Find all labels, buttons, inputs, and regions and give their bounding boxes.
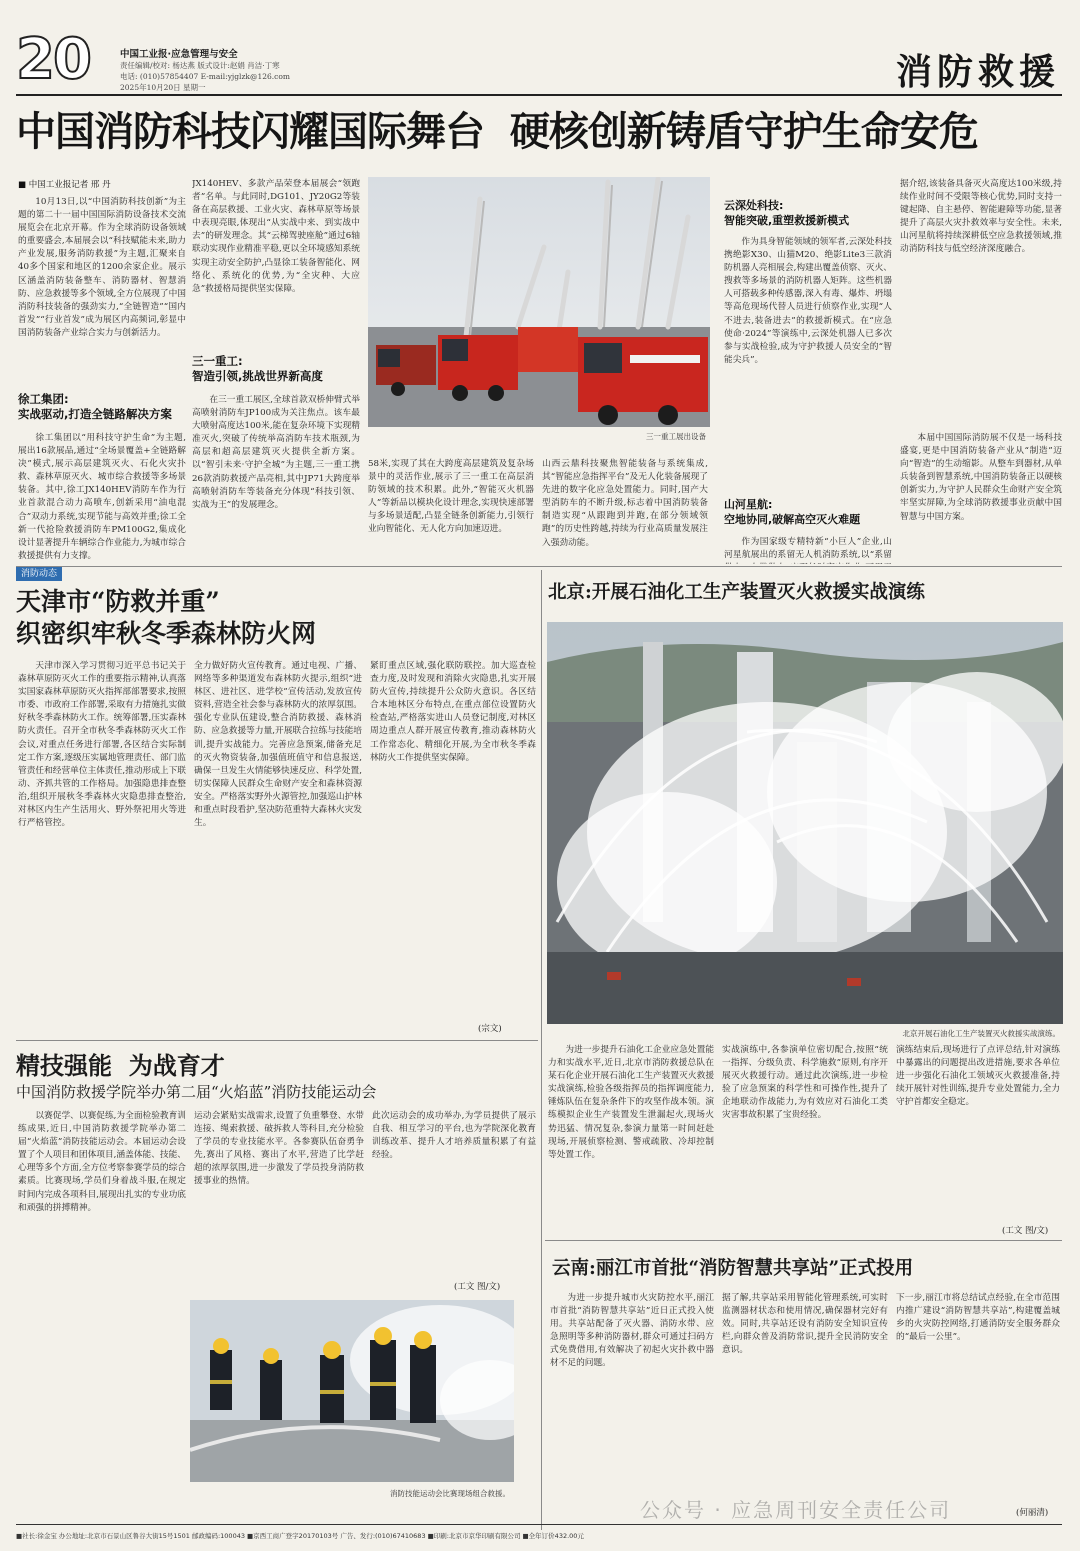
footer-text: ■社长:徐金宝 办公地址:北京市石景山区鲁谷大街15号1501 邮政编码:100043 ■京西工商广登字20170103号 广告、发行:(010)67410683 ■印刷:北京市京华印刷有限公司 ■全年订价432.00元 [16,1532,584,1540]
tianjin-col-2: 全力做好防火宣传教育。通过电视、广播、网络等多种渠道发布森林防火提示,组织“进林区、进社区、进学校”宣传活动,发放宣传资料,营造全社会参与森林防火的浓厚氛围。强化专业队伍建设,整合消防救援、森林消防、应急救援等力量,开展联合拉练与技能培训,提升实战能力。完善应急预案,储备充足的灭火物资装备,加强值班值守和信息报送,确保一旦发生火情能够快速反应、科学处置,切实保障人民群众生命财产安全和森林资源安全。严格落实野外火源管控,加强巡山护林和重点时段看护,坚决防范重特大森林火灾发生。 [194,661,362,829]
jingji-author: (工文 图/文) [454,1282,501,1292]
tianjin-author: (宗文) [478,1024,502,1034]
yunnan-col-3: 下一步,丽江市将总结试点经验,在全市范围内推广建设“消防智慧共享站”,构建覆盖城乡的火灾防控网络,打通消防安全服务群众的“最后一公里”。 [896,1293,1060,1343]
beijing-col-2: 实战演练中,各参演单位密切配合,按照“统一指挥、分级负责、科学施救”原则,有序开展灭火救援行动。通过此次演练,进一步检验了应急预案的科学性和可操作性,提升了企地联动作战能力,为有效应对石油化工类灾害事故积累了宝贵经验。 [722,1045,888,1121]
beijing-title: 北京:开展石油化工生产装置灭火救援实战演练 [548,582,925,603]
paper-name: 中国工业报·应急管理与安全 [120,49,238,60]
beijing-photo-caption: 北京开展石油化工生产装置灭火救援实战演练。 [902,1029,1060,1038]
beijing-author: (工文 图/文) [1002,1226,1049,1236]
yunnan-col-2: 据了解,共享站采用智能化管理系统,可实时监测器材状态和使用情况,确保器材完好有效。同时,共享站还设有消防安全知识宣传栏,向群众普及消防常识,提升全民消防安全意识。 [722,1293,888,1356]
beijing-col-3: 演练结束后,现场进行了点评总结,针对演练中暴露出的问题提出改进措施,要求各单位进一步强化石油化工领域灭火救援准备,持续开展针对性训练,提升专业处置能力,全力守护首都安全稳定。 [896,1045,1060,1108]
tianjin-title-1: 天津市“防救并重” [16,587,220,616]
beijing-drill-photo [547,622,1063,1024]
lead-sany-cont: 58米,实现了其在大跨度高层建筑及复杂场景中的灵活作业,展示了三一重工在高层消防领域的技术积累。此外,“智能灭火机器人”等新品以模块化设计理念,实现快速部署与多场景适配,凸显全链条创新能力,引领行业向智能化、无人化方向加速迈进。 [368,459,534,535]
yunnan-author: (何丽清) [1016,1508,1049,1518]
lead-xcmg-text: 徐工集团以“用科技守护生命”为主题,展出16款展品,通过“全场景覆盖+全链路解决”模式,展示高层建筑灭火、石化火灾扑救、森林草原灭火、城市综合救援等多场景装备。其中,徐工JX140HEV消防车作为行业首款混合动力高喷车,创新采用“油电混合”双动力系统,实现节能与高效并重;徐工全新一代抢险救援消防车PM100G2,集成化设计显著提升车辆综合作业能力,为城市综合救援提供有力支撑。 [18,433,186,560]
section-title: 消防救援 [895,51,1060,93]
tianjin-title-2: 织密织牢秋冬季森林防火网 [16,619,317,648]
sany-trucks-photo [368,177,710,427]
issue-date: 2025年10月20日 星期一 [120,83,206,92]
jingji-competition-photo [190,1300,514,1482]
lead-shanhe-cont: 据介绍,该装备具备灭火高度达100米级,持续作业时间不受限等核心优势,同时支持一键起降、自主悬停、智能避障等功能,显著提升了高层火灾扑救效率与安全性。未来,山河星航将持续深耕低空应急救援领域,推动消防科技与低空经济深度融合。 [900,179,1062,255]
lead-conclusion: 本届中国国际消防展不仅是一场科技盛宴,更是中国消防装备产业从“制造”迈向“智造”的生动缩影。从整车到器材,从单兵装备到智慧系统,中国消防装备正以硬核创新实力,为守护人民群众生命财产安全筑牢坚实屏障,为全球消防救援事业贡献中国智慧与中国方案。 [900,433,1062,522]
lead-bottom-rule [16,566,1062,567]
petrochemical-drill-image [547,622,1063,1024]
lead-headline: 中国消防科技闪耀国际舞台 硬核创新铸盾守护生命安危 [16,108,978,155]
lead-sub-xcmg: 徐工集团: 实战驱动,打造全链路解决方案 [18,392,172,421]
tianjin-rule [16,1040,538,1041]
lead-deeprobotics-text: 作为具身智能领域的领军者,云深处科技携绝影X30、山猫M20、绝影Lite3三款消防机器人亮相展会,构建出覆盖侦察、灭火、搜救等多场景的消防机器人矩阵。这些机器人可搭载多种传感器,深入有毒、爆炸、坍塌等高危现场代替人员进行侦察作业,实现“人不进去,装备进去”的救援新模式。在“应急使命·2024”等演练中,云深处机器人已多次参与实战检验,成为守护救援人员安全的“智能尖兵”。 [724,237,892,365]
jingji-title: 精技强能 为战育才 [16,1051,225,1080]
yunnan-title: 云南:丽江市首批“消防智慧共享站”正式投用 [552,1258,914,1279]
lead-sub-shanhe: 山河星航: 空地协同,破解高空灭火难题 [724,498,861,526]
tianjin-col-1: 天津市深入学习贯彻习近平总书记关于森林草原防灭火工作的重要指示精神,认真落实国家森林草原防灭火指挥部部署要求,按照市委、市政府工作部署,采取有力措施扎实做好秋冬季森林防火工作。统筹部署,压实森林防火责任。召开全市秋冬季森林防灭火工作会议,对重点任务进行部署,各区结合实际制定工作方案,逐级压实属地管理责任、部门监管责任和经营单位主体责任,推动形成上下联动、齐抓共管的工作格局。加强隐患排查整治,组织开展秋冬季森林火灾隐患排查整治,对林区内生产生活用火、野外祭祀用火等进行严格管控。 [18,661,186,829]
lead-sub-deeprobotics: 云深处科技: 智能突破,重塑救援新模式 [724,199,850,227]
jingji-photo-caption: 消防技能运动会比赛现场组合救援。 [390,1489,510,1498]
lead-shanxi-text: 山西云鼎科技聚焦智能装备与系统集成,其“智能应急指挥平台”及无人化装备展现了先进的数字化应急处置能力。同时,国产大型消防车的不断升级,标志着中国消防装备制造实现“从跟跑到并跑,在部分领域领跑”的历史性跨越,持续为行业高质量发展注入强劲动能。 [542,459,708,548]
jingji-col-2: 运动会紧贴实战需求,设置了负重攀登、水带连接、绳索救援、破拆救人等科目,充分检验了学员的专业技能水平。各参赛队伍奋勇争先,赛出了风格、赛出了水平,营造了比学赶超的浓厚氛围,进一步激发了学员投身消防救援事业的热情。 [194,1111,364,1187]
beijing-rule [545,1240,1062,1241]
beijing-col-1: 为进一步提升石油化工企业应急处置能力和实战水平,近日,北京市消防救援总队在某石化企业开展石油化工生产装置灭火救援实战演练,检验各级指挥员的指挥调度能力,锤炼队伍在复杂条件下的攻坚作战本领。演练模拟企业生产装置发生泄漏起火,现场火势迅猛、情况复杂,参演力量第一时间赶赴现场,开展侦察检测、警戒疏散、冷却控制等处置工作。 [548,1045,714,1160]
news-tag: 消防动态 [16,567,62,581]
firefighters-image [190,1300,514,1482]
masthead-rule [16,94,1062,96]
sany-photo-caption: 三一重工展出设备 [646,432,706,441]
tianjin-col-3: 紧盯重点区域,强化联防联控。加大巡查检查力度,及时发现和消除火灾隐患,扎实开展防火宣传,持续提升公众防火意识。各区结合本地林区分布特点,在重点部位设置防火检查站,严格落实进山人员登记制度,对林区周边重点人群开展宣传教育,推动森林防火工作常态化、精细化开展,为全市秋冬季森林防火工作提供坚实保障。 [370,661,536,763]
lead-sub-sany: 三一重工: 智造引领,挑战世界新高度 [192,354,323,383]
lead-xcmg-cont: JX140HEV、多款产品荣登本届展会“领跑者”名单。与此同时,DG101、JY20G2等装备在高层救援、工业火灾、森林草原等场景中表现亮眼,体现出“从实战中来、到实战中去”的研发理念。其“云梯驾驶座舱”通过6轴联动实现作业精准平稳,更以全环境感知系统实现主动安全防护,凸显徐工装备智能化、网络化、系统化的优势,为“全灾种、大应急”救援格局提供坚实保障。 [192,179,360,294]
yunnan-col-1: 为进一步提升城市火灾防控水平,丽江市首批“消防智慧共享站”近日正式投入使用。共享站配备了灭火器、消防水带、应急照明等多种消防器材,群众可通过扫码方式免费借用,有效解决了初起火灾扑救中器材不足的问题。 [550,1293,714,1369]
fire-trucks-image [368,177,710,427]
page-number: 20 [16,27,90,92]
vertical-rule [541,570,542,1530]
lead-shanhe-text: 作为国家级专精特新“小巨人”企业,山河星航展出的系留无人机消防系统,以“系留 [724,537,892,561]
jingji-subtitle: 中国消防救援学院举办第二届“火焰蓝”消防技能运动会 [16,1083,377,1101]
jingji-col-3: 此次运动会的成功举办,为学员提供了展示自我、相互学习的平台,也为学院深化教育训练改革、提升人才培养质量积累了有益经验。 [372,1111,536,1161]
wechat-watermark[interactable]: 公众号 · 应急周刊安全责任公司 [640,1498,952,1522]
footer-rule [16,1524,1062,1525]
contact-line: 电话: (010)57854407 E-mail:yjglzk@126.com [120,72,290,81]
editors-line: 责任编辑/校对: 杨达燕 版式设计:赵娟 肖洁·丁寒 [120,61,280,70]
lead-byline: ■ 中国工业报记者 邢 丹 [18,180,111,190]
lead-sany-text: 在三一重工展区,全球首款双桥伸臂式举高喷射消防车JP100成为关注焦点。该车最大喷射高度达100米,能在复杂环境下实现精准灭火,突破了传统举高消防车技术瓶颈,为高层和超高层建筑灭火提供全新方案。以“智引未来·守护全城”为主题,三一重工携26款消防救援产品亮相,其中JP71大跨度举高喷射消防车等装备充分体现“科技引领、实战为王”的发展理念。 [192,395,360,510]
jingji-col-1: 以赛促学、以赛促练,为全面检验教育训练成果,近日,中国消防救援学院举办第二届“火焰蓝”消防技能运动会。本届运动会设置了个人项目和团体项目,涵盖体能、技能、心理等多个方面,全方位考察参赛学员的综合素质。比赛现场,学员们身着战斗服,在规定时间内完成各项科目,展现出扎实的专业功底和顽强的拼搏精神。 [18,1111,186,1213]
lead-intro: 10月13日,以“中国消防科技创新”为主题的第二十一届中国国际消防设备技术交流展览会在北京开幕。作为全球消防设备领域的重要盛会,本届展会以“科技赋能未来,助力产业发展,服务消防救援”为主题,汇聚来自40多个国家和地区的1200余家企业。展示区涵盖消防装备整车、消防器材、智慧消防、应急救援等多个领域,全方位展现了中国消防科技装备的强劲实力,“全链智造”“国内首发”“行业首发”成为展区内高频词,彰显中国消防装备产业综合实力与创新活力。 [18,197,186,338]
